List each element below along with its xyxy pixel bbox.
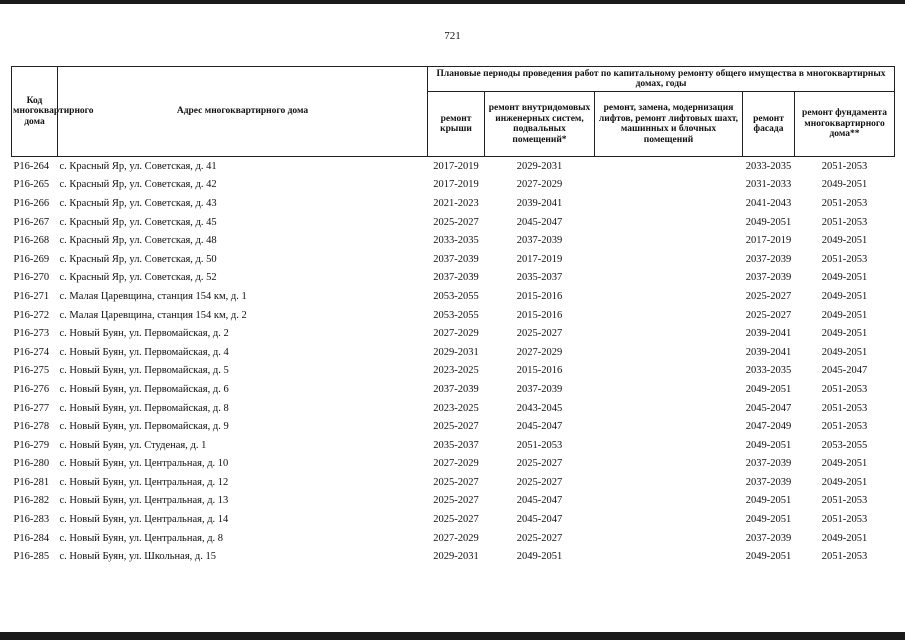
- cell-internal: 2045-2047: [516, 216, 563, 228]
- cell-foundation: 2051-2053: [821, 402, 868, 414]
- table-row: [12, 362, 895, 381]
- cell-facade: 2045-2047: [745, 402, 792, 414]
- cell-facade: 2039-2041: [745, 346, 792, 358]
- cell-code: Р16-278: [13, 421, 50, 433]
- cell-facade: 2033-2035: [743, 157, 795, 176]
- cell-lift: [595, 547, 743, 566]
- cell-lift: [595, 473, 743, 492]
- table-body: [12, 157, 895, 567]
- cell-foundation: 2049-2051: [821, 346, 868, 358]
- cell-facade: 2049-2051: [745, 439, 792, 451]
- cell-roof: 2053-2055: [433, 290, 479, 302]
- cell-lift: [595, 436, 743, 455]
- cell-foundation: 2051-2053: [821, 421, 868, 433]
- cell-foundation: 2051-2053: [821, 383, 868, 395]
- cell-facade: 2033-2035: [745, 365, 792, 377]
- cell-foundation: 2051-2053: [821, 253, 868, 265]
- cell-internal: 2045-2047: [516, 421, 563, 433]
- cell-foundation: 2049-2051: [821, 179, 868, 191]
- cell-internal: 2015-2016: [516, 290, 563, 302]
- cell-code: Р16-264: [12, 157, 58, 176]
- cell-internal: 2043-2045: [516, 402, 563, 414]
- cell-lift: [595, 231, 743, 250]
- cell-code: Р16-279: [13, 439, 50, 451]
- cell-internal: 2037-2039: [516, 235, 563, 247]
- cell-lift: [595, 287, 743, 306]
- cell-foundation: 2051-2053: [821, 514, 868, 526]
- cell-roof: 2033-2035: [433, 235, 479, 247]
- header-foundation: ремонт фундамента многоквартирного дома**: [795, 92, 895, 157]
- table-row: [12, 157, 895, 176]
- table-row: [12, 436, 895, 455]
- cell-internal: 2025-2027: [516, 532, 563, 544]
- cell-internal: 2025-2027: [516, 476, 563, 488]
- cell-roof: 2017-2019: [428, 157, 485, 176]
- table-row: [12, 213, 895, 232]
- cell-address: с. Красный Яр, ул. Советская, д. 43: [59, 197, 217, 209]
- cell-facade: 2049-2051: [745, 551, 792, 563]
- cell-facade: 2037-2039: [745, 476, 792, 488]
- cell-roof: 2027-2029: [433, 458, 479, 470]
- cell-lift: [595, 157, 743, 176]
- cell-facade: 2025-2027: [745, 290, 792, 302]
- cell-code: Р16-265: [13, 179, 50, 191]
- cell-foundation: 2045-2047: [821, 365, 868, 377]
- cell-roof: 2017-2019: [433, 179, 479, 191]
- cell-lift: [595, 362, 743, 381]
- header-periods-group: Плановые периоды проведения работ по капитальному ремонту общего имущества в многоквартирных домах, годы: [428, 67, 895, 92]
- cell-facade: 2049-2051: [745, 216, 792, 228]
- table-row: [12, 306, 895, 325]
- header-roof: ремонт крыши: [428, 92, 485, 157]
- cell-address: с. Красный Яр, ул. Советская, д. 48: [59, 235, 217, 247]
- cell-code: Р16-267: [13, 216, 50, 228]
- cell-lift: [595, 417, 743, 436]
- cell-foundation: 2051-2053: [821, 197, 868, 209]
- cell-lift: [595, 455, 743, 474]
- cell-address: с. Новый Буян, ул. Центральная, д. 12: [59, 476, 229, 488]
- page-number: 721: [444, 30, 461, 42]
- cell-lift: [595, 492, 743, 511]
- cell-address: с. Новый Буян, ул. Школьная, д. 15: [59, 551, 216, 563]
- cell-facade: 2039-2041: [745, 328, 792, 340]
- cell-lift: [595, 324, 743, 343]
- table-row: [12, 473, 895, 492]
- table-row: [12, 324, 895, 343]
- cell-address: с. Новый Буян, ул. Студеная, д. 1: [59, 439, 207, 451]
- table-row: [12, 455, 895, 474]
- repair-schedule-table: [11, 66, 895, 566]
- cell-address: с. Красный Яр, ул. Советская, д. 50: [59, 253, 217, 265]
- cell-address: с. Новый Буян, ул. Центральная, д. 13: [59, 495, 229, 507]
- table-row: [12, 231, 895, 250]
- cell-lift: [595, 529, 743, 548]
- cell-facade: 2041-2043: [745, 197, 792, 209]
- cell-lift: [595, 343, 743, 362]
- cell-lift: [595, 510, 743, 529]
- cell-code: Р16-276: [13, 383, 50, 395]
- cell-code: Р16-273: [13, 328, 50, 340]
- table-row: [12, 380, 895, 399]
- cell-facade: 2037-2039: [745, 458, 792, 470]
- cell-code: Р16-274: [13, 346, 50, 358]
- cell-code: Р16-280: [13, 458, 50, 470]
- cell-foundation: 2049-2051: [821, 309, 868, 321]
- header-lifts: ремонт, замена, модернизация лифтов, ремонт лифтовых шахт, машинных и блочных помещений: [595, 92, 743, 157]
- cell-facade: 2037-2039: [745, 253, 792, 265]
- cell-code: Р16-281: [13, 476, 50, 488]
- cell-internal: 2051-2053: [516, 439, 563, 451]
- table-row: [12, 547, 895, 566]
- cell-roof: 2025-2027: [433, 216, 479, 228]
- cell-facade: 2049-2051: [745, 495, 792, 507]
- cell-internal: 2045-2047: [516, 514, 563, 526]
- cell-internal: 2029-2031: [485, 157, 595, 176]
- cell-internal: 2037-2039: [516, 383, 563, 395]
- cell-facade: 2017-2019: [745, 235, 792, 247]
- cell-roof: 2037-2039: [433, 383, 479, 395]
- cell-internal: 2039-2041: [516, 197, 563, 209]
- cell-address: с. Новый Буян, ул. Первомайская, д. 6: [59, 383, 229, 395]
- cell-roof: 2025-2027: [433, 495, 479, 507]
- cell-internal: 2027-2029: [516, 179, 563, 191]
- cell-facade: 2025-2027: [745, 309, 792, 321]
- cell-internal: 2035-2037: [516, 272, 563, 284]
- table-row: [12, 492, 895, 511]
- table-row: [12, 194, 895, 213]
- cell-foundation: 2049-2051: [821, 458, 868, 470]
- cell-lift: [595, 194, 743, 213]
- cell-address: с. Малая Царевщина, станция 154 км, д. 2: [59, 309, 247, 321]
- cell-code: Р16-285: [13, 551, 50, 563]
- cell-code: Р16-271: [13, 290, 50, 302]
- table-row: [12, 510, 895, 529]
- cell-roof: 2025-2027: [433, 421, 479, 433]
- cell-foundation: 2049-2051: [821, 532, 868, 544]
- table-row: [12, 399, 895, 418]
- cell-internal: 2015-2016: [516, 309, 563, 321]
- cell-internal: 2027-2029: [516, 346, 563, 358]
- cell-roof: 2029-2031: [433, 346, 479, 358]
- cell-foundation: 2049-2051: [821, 235, 868, 247]
- cell-lift: [595, 269, 743, 288]
- cell-address: с. Новый Буян, ул. Первомайская, д. 5: [59, 365, 229, 377]
- cell-roof: 2029-2031: [433, 551, 479, 563]
- cell-foundation: 2049-2051: [821, 272, 868, 284]
- cell-address: с. Малая Царевщина, станция 154 км, д. 1: [59, 290, 247, 302]
- cell-code: Р16-269: [13, 253, 50, 265]
- cell-roof: 2023-2025: [433, 402, 479, 414]
- bottom-border-bar: [0, 632, 905, 640]
- cell-foundation: 2049-2051: [821, 476, 868, 488]
- cell-address: с. Новый Буян, ул. Первомайская, д. 8: [59, 402, 229, 414]
- cell-roof: 2027-2029: [433, 328, 479, 340]
- cell-lift: [595, 176, 743, 195]
- cell-code: Р16-270: [13, 272, 50, 284]
- cell-foundation: 2051-2053: [821, 551, 868, 563]
- cell-address: с. Красный Яр, ул. Советская, д. 52: [59, 272, 217, 284]
- cell-lift: [595, 250, 743, 269]
- table-row: [12, 250, 895, 269]
- top-border-bar: [0, 0, 905, 4]
- cell-address: с. Красный Яр, ул. Советская, д. 41: [58, 157, 428, 176]
- cell-lift: [595, 306, 743, 325]
- cell-facade: 2031-2033: [745, 179, 792, 191]
- cell-facade: 2037-2039: [745, 272, 792, 284]
- cell-foundation: 2051-2053: [821, 495, 868, 507]
- cell-roof: 2025-2027: [433, 514, 479, 526]
- cell-foundation: 2049-2051: [821, 290, 868, 302]
- header-code: Код многоквартирного дома: [12, 67, 58, 157]
- cell-code: Р16-284: [13, 532, 50, 544]
- cell-foundation: 2051-2053: [821, 216, 868, 228]
- header-facade: ремонт фасада: [743, 92, 795, 157]
- cell-address: с. Новый Буян, ул. Первомайская, д. 9: [59, 421, 229, 433]
- table-row: [12, 269, 895, 288]
- cell-code: Р16-266: [13, 197, 50, 209]
- cell-roof: 2023-2025: [433, 365, 479, 377]
- cell-foundation: 2051-2053: [795, 157, 895, 176]
- cell-facade: 2049-2051: [745, 383, 792, 395]
- cell-address: с. Новый Буян, ул. Центральная, д. 14: [59, 514, 229, 526]
- cell-internal: 2015-2016: [516, 365, 563, 377]
- cell-code: Р16-275: [13, 365, 50, 377]
- header-internal-systems: ремонт внутридомовых инженерных систем, подвальных помещений*: [485, 92, 595, 157]
- cell-roof: 2027-2029: [433, 532, 479, 544]
- cell-internal: 2045-2047: [516, 495, 563, 507]
- cell-roof: 2021-2023: [433, 197, 479, 209]
- cell-lift: [595, 213, 743, 232]
- cell-address: с. Красный Яр, ул. Советская, д. 45: [59, 216, 217, 228]
- header-address: Адрес многоквартирного дома: [58, 67, 428, 157]
- cell-address: с. Новый Буян, ул. Первомайская, д. 4: [59, 346, 229, 358]
- cell-foundation: 2049-2051: [821, 328, 868, 340]
- cell-code: Р16-282: [13, 495, 50, 507]
- table-row: [12, 287, 895, 306]
- cell-internal: 2017-2019: [516, 253, 563, 265]
- cell-code: Р16-272: [13, 309, 50, 321]
- cell-roof: 2035-2037: [433, 439, 479, 451]
- cell-code: Р16-277: [13, 402, 50, 414]
- cell-internal: 2025-2027: [516, 458, 563, 470]
- cell-address: с. Красный Яр, ул. Советская, д. 42: [59, 179, 217, 191]
- cell-code: Р16-283: [13, 514, 50, 526]
- cell-facade: 2037-2039: [745, 532, 792, 544]
- cell-internal: 2049-2051: [516, 551, 563, 563]
- table-row: [12, 343, 895, 362]
- cell-roof: 2025-2027: [433, 476, 479, 488]
- cell-code: Р16-268: [13, 235, 50, 247]
- cell-roof: 2037-2039: [433, 253, 479, 265]
- cell-facade: 2049-2051: [745, 514, 792, 526]
- cell-roof: 2037-2039: [433, 272, 479, 284]
- cell-lift: [595, 399, 743, 418]
- cell-address: с. Новый Буян, ул. Центральная, д. 10: [59, 458, 229, 470]
- cell-address: с. Новый Буян, ул. Первомайская, д. 2: [59, 328, 229, 340]
- cell-roof: 2053-2055: [433, 309, 479, 321]
- cell-lift: [595, 380, 743, 399]
- cell-internal: 2025-2027: [516, 328, 563, 340]
- table-row: [12, 417, 895, 436]
- cell-facade: 2047-2049: [745, 421, 792, 433]
- table-row: [12, 529, 895, 548]
- cell-foundation: 2053-2055: [821, 439, 868, 451]
- cell-address: с. Новый Буян, ул. Центральная, д. 8: [59, 532, 224, 544]
- table-row: [12, 176, 895, 195]
